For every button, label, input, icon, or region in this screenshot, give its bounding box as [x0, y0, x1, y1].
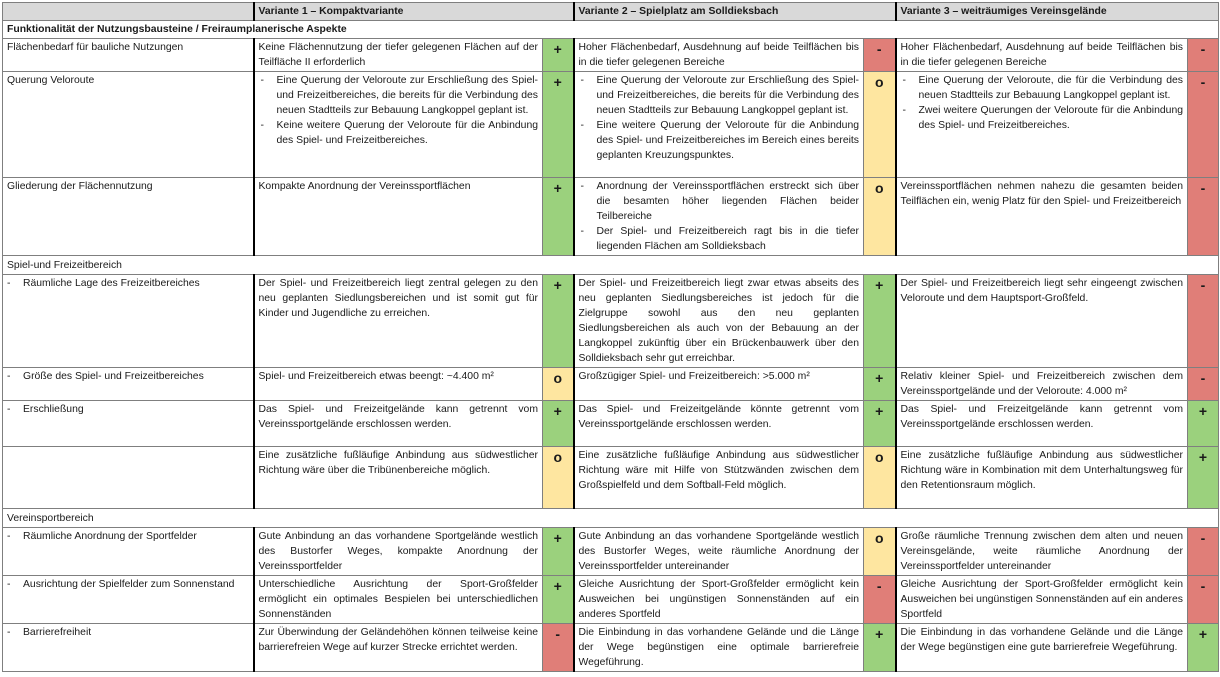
criterion-label: - Ausrichtung der Spielfelder zum Sonnenstand [3, 576, 254, 624]
v2-rating: + [864, 624, 896, 672]
v2-rating: + [864, 368, 896, 401]
v1-rating: o [543, 447, 574, 509]
v2-text: Großzügiger Spiel- und Freizeitbereich: >5.000 m² [574, 368, 864, 401]
v3-rating: - [1188, 178, 1219, 256]
v3-text: Die Einbindung in das vorhandene Gelände und die Länge der Wege begünstigen eine gute barrierefreie Wegeführung. [896, 624, 1188, 672]
v3-rating: - [1188, 528, 1219, 576]
v2-text: Der Spiel- und Freizeitbereich liegt zwar etwas abseits des neu geplanten Siedlungsbereiches ist jedoch für die Zielgruppe sowohl aus den neu geplanten Siedlungsbereichen als auch von der Bebauung an der Langkoppel zukünftig über ein Brückenbauwerk über den Solldieksbach sehr gut erreichbar. [574, 275, 864, 368]
v2-text: Hoher Flächenbedarf, Ausdehnung auf beide Teilflächen bis in die tiefer gelegenen Bereiche [574, 39, 864, 72]
header-row [3, 3, 1219, 21]
section-row [3, 21, 1219, 39]
v2-rating: + [864, 275, 896, 368]
v2-rating: - [864, 576, 896, 624]
row-barrierefreiheit [3, 624, 1219, 672]
criterion-label-text: Ausrichtung der Spielfelder zum Sonnenstand [23, 579, 235, 590]
v3-rating: - [1188, 576, 1219, 624]
v1-text: Eine zusätzliche fußläufige Anbindung aus südwestlicher Richtung wäre über die Tribünenbereiche möglich. [254, 447, 543, 509]
v2-rating: o [864, 178, 896, 256]
criterion-label-text: Größe des Spiel- und Freizeitbereiches [23, 371, 204, 382]
criterion-label: Querung Veloroute [3, 72, 254, 178]
v1-rating: + [543, 39, 574, 72]
v3-rating: - [1188, 275, 1219, 368]
header-variant-1: Variante 1 – Kompaktvariante [254, 3, 574, 21]
criterion-label-text: Räumliche Anordnung der Sportfelder [23, 531, 197, 542]
section-row [3, 509, 1219, 528]
v3-text: Vereinssportflächen nehmen nahezu die gesamten beiden Teilflächen ein, wenig Platz für den Spiel- und Freizeitbereich [896, 178, 1188, 256]
v3-text: Eine zusätzliche fußläufige Anbindung aus südwestlicher Richtung wäre in Kombination mit dem Unterhaltungsweg für den Retentionsraum möglich. [896, 447, 1188, 509]
v2-text: Eine zusätzliche fußläufige Anbindung aus südwestlicher Richtung wäre mit Hilfe von Stützwänden zwischen dem Großspielfeld und dem Softball-Feld möglich. [574, 447, 864, 509]
v1-text [254, 72, 543, 178]
v1-rating: - [543, 624, 574, 672]
criterion-label: - Barrierefreiheit [3, 624, 254, 672]
criterion-label-text: Barrierefreiheit [23, 627, 92, 638]
v2-text: Gleiche Ausrichtung der Sport-Großfelder ermöglicht kein Ausweichen bei ungünstigen Sonnenständen auf ein anderes Sportfeld [574, 576, 864, 624]
row-erschliessung [3, 401, 1219, 447]
criterion-label: Flächenbedarf für bauliche Nutzungen [3, 39, 254, 72]
v1-text: Kompakte Anordnung der Vereinssportflächen [254, 178, 543, 256]
criterion-label: - Erschließung [3, 401, 254, 447]
v1-rating: + [543, 72, 574, 178]
criterion-label-text: Erschließung [23, 404, 84, 415]
v3-text: Große räumliche Trennung zwischen dem alten und neuen Vereinsgelände, weite räumliche Anordnung der Vereinssportfelder untereinander [896, 528, 1188, 576]
criterion-label-text: Räumliche Lage des Freizeitbereiches [23, 278, 200, 289]
v1-rating: + [543, 401, 574, 447]
header-variant-2: Variante 2 – Spielplatz am Solldieksbach [574, 3, 896, 21]
v2-rating: - [864, 39, 896, 72]
v3-text [896, 72, 1188, 178]
v2-rating: o [864, 447, 896, 509]
row-raeumliche-lage [3, 275, 1219, 368]
v1-rating: o [543, 368, 574, 401]
row-flaechenbedarf [3, 39, 1219, 72]
v2-rating: o [864, 528, 896, 576]
v3-rating: - [1188, 72, 1219, 178]
section-title-functionality: Funktionalität der Nutzungsbausteine / Freiraumplanerische Aspekte [3, 21, 1219, 39]
v3-rating: - [1188, 368, 1219, 401]
v1-text: Zur Überwindung der Geländehöhen können teilweise keine barrierefreien Wege auf kurzer Strecke errichtet werden. [254, 624, 543, 672]
v1-text: Gute Anbindung an das vorhandene Sportgelände westlich des Bustorfer Weges, kompakte Anordnung der Vereinssportfelder [254, 528, 543, 576]
v2-bullet: - Anordnung der Vereinssportflächen erstreckt sich über die besamten höher liegenden Flächen beider Teilbereiche [597, 179, 860, 224]
v2-text: Die Einbindung in das vorhandene Gelände und die Länge der Wege begünstigen eine optimale barrierefreie Wegeführung. [574, 624, 864, 672]
v3-rating: + [1188, 624, 1219, 672]
v3-text: Gleiche Ausrichtung der Sport-Großfelder ermöglicht kein Ausweichen bei ungünstigen Sonnenständen auf ein anderes Sportfeld [896, 576, 1188, 624]
v1-rating: + [543, 576, 574, 624]
criterion-label: - Größe des Spiel- und Freizeitbereiches [3, 368, 254, 401]
v1-text: Das Spiel- und Freizeitgelände kann getrennt vom Vereinssportgelände erschlossen werden. [254, 401, 543, 447]
section-title-verein: Vereinsportbereich [3, 509, 1219, 528]
v1-text: Unterschiedliche Ausrichtung der Sport-Großfelder ermöglicht ein optimales Bespielen bei unterschiedlichen Sonnenständen [254, 576, 543, 624]
v2-rating: + [864, 401, 896, 447]
v2-text [574, 178, 864, 256]
v3-text: Der Spiel- und Freizeitbereich liegt sehr eingeengt zwischen Veloroute und dem Hauptsport-Großfeld. [896, 275, 1188, 368]
criterion-label [3, 447, 254, 509]
v1-bullet: - Eine Querung der Veloroute zur Erschließung des Spiel- und Freizeitbereiches, die bereits für die Verbindung des neuen Stadtteils zur Bebauung Langkoppel geplant ist. [277, 73, 539, 118]
row-ausrichtung [3, 576, 1219, 624]
header-variant-3: Variante 3 – weiträumiges Vereinsgelände [896, 3, 1219, 21]
v1-text: Keine Flächennutzung der tiefer gelegenen Flächen auf der Teilfläche II erforderlich [254, 39, 543, 72]
section-title-spiel: Spiel-und Freizeitbereich [3, 256, 1219, 275]
v1-rating: + [543, 275, 574, 368]
v2-bullet: - Der Spiel- und Freizeitbereich ragt bis in die tiefer liegenden Flächen am Solldieksbach [597, 224, 860, 254]
v3-rating: - [1188, 39, 1219, 72]
v1-bullet: - Keine weitere Querung der Veloroute für die Anbindung des Spiel- und Freizeitbereiches. [277, 118, 539, 148]
row-raeumliche-anordnung [3, 528, 1219, 576]
criterion-label: Gliederung der Flächennutzung [3, 178, 254, 256]
section-row [3, 256, 1219, 275]
v3-bullet: - Eine Querung der Veloroute, die für die Verbindung des neuen Stadtteils zur Bebauung Langkoppel geplant ist. [919, 73, 1184, 103]
v3-rating: + [1188, 401, 1219, 447]
v2-bullet: - Eine weitere Querung der Veloroute für die Anbindung des Spiel- und Freizeitbereiches im Bereich eines bereits geplanten Kreuzungspunktes. [597, 118, 860, 163]
evaluation-table [2, 2, 1219, 672]
v3-bullet: - Zwei weitere Querungen der Veloroute für die Anbindung des Spiel- und Freizeitbereiches. [919, 103, 1184, 133]
v1-text: Spiel- und Freizeitbereich etwas beengt: ~4.400 m² [254, 368, 543, 401]
v2-text: Gute Anbindung an das vorhandene Sportgelände westlich des Bustorfer Weges, weite räumliche Anordnung der Vereinssportfelder untereinander [574, 528, 864, 576]
row-querung-veloroute [3, 72, 1219, 178]
row-erschliessung-zusatz [3, 447, 1219, 509]
v2-bullet: - Eine Querung der Veloroute zur Erschließung des Spiel- und Freizeitbereiches, die bereits für die Verbindung des neuen Stadtteils zur Bebauung Langkoppel geplant ist. [597, 73, 860, 118]
v3-text: Hoher Flächenbedarf, Ausdehnung auf beide Teilflächen bis in die tiefer gelegenen Bereiche [896, 39, 1188, 72]
v2-text [574, 72, 864, 178]
criterion-label: - Räumliche Lage des Freizeitbereiches [3, 275, 254, 368]
v1-rating: + [543, 528, 574, 576]
criterion-label: - Räumliche Anordnung der Sportfelder [3, 528, 254, 576]
v3-rating: + [1188, 447, 1219, 509]
v1-rating: + [543, 178, 574, 256]
v2-text: Das Spiel- und Freizeitgelände könnte getrennt vom Vereinssportgelände erschlossen werden. [574, 401, 864, 447]
v3-text: Das Spiel- und Freizeitgelände kann getrennt vom Vereinssportgelände erschlossen werden. [896, 401, 1188, 447]
row-gliederung [3, 178, 1219, 256]
header-criteria [3, 3, 254, 21]
v3-text: Relativ kleiner Spiel- und Freizeitbereich zwischen dem Vereinssportgelände und der Veloroute: 4.000 m² [896, 368, 1188, 401]
row-groesse [3, 368, 1219, 401]
v1-text: Der Spiel- und Freizeitbereich liegt zentral gelegen zu den neu geplanten Siedlungsbereichen und ist somit gut für Kinder und Jugendliche zu erreichen. [254, 275, 543, 368]
v2-rating: o [864, 72, 896, 178]
